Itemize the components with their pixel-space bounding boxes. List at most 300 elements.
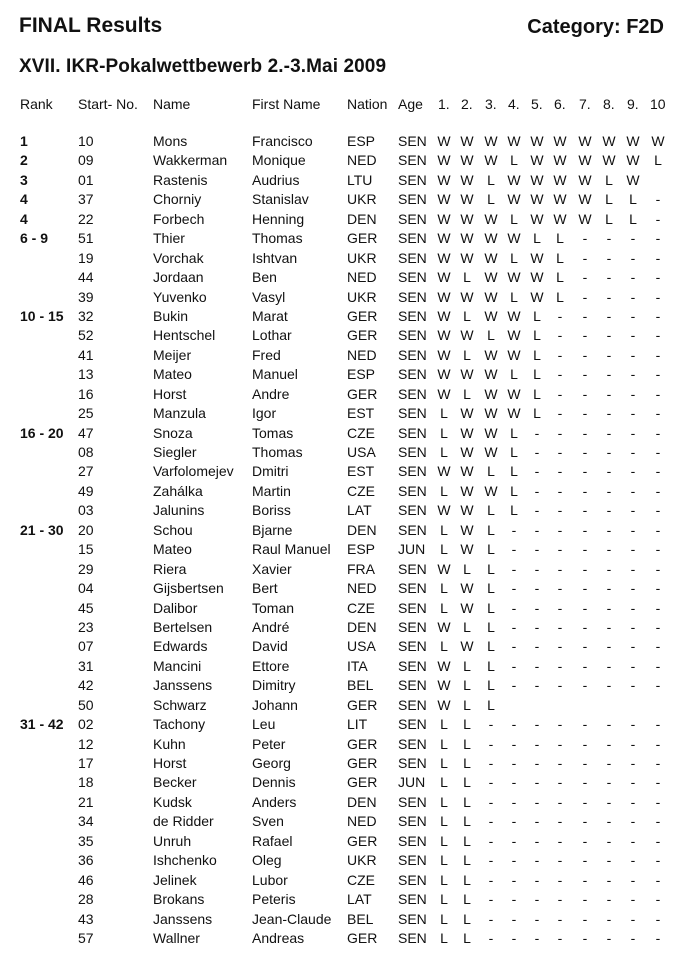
round-result-cell: W — [460, 541, 474, 558]
round-result-cell: L — [629, 191, 637, 208]
first-name-cell: Manuel — [252, 366, 298, 383]
round-result-cell: - — [534, 910, 540, 927]
round-result-cell: - — [655, 366, 661, 383]
round-result-cell: W — [437, 249, 451, 266]
first-name-cell: Peteris — [252, 891, 296, 908]
table-row — [0, 871, 700, 890]
round-result-cell: L — [463, 677, 471, 694]
round-result-cell: L — [487, 657, 495, 674]
round-result-cell: - — [511, 852, 517, 869]
round-result-cell: - — [511, 638, 517, 655]
start-no-cell: 04 — [78, 580, 94, 597]
results-table — [0, 132, 700, 948]
nation-cell: GER — [347, 774, 378, 791]
round-result-cell: L — [510, 482, 518, 499]
round-result-cell: - — [582, 813, 588, 830]
round-result-cell: L — [487, 696, 495, 713]
table-row — [0, 210, 700, 229]
round-result-cell: - — [655, 346, 661, 363]
round-result-cell: - — [606, 541, 612, 558]
round-result-cell: - — [511, 910, 517, 927]
round-result-cell: W — [530, 269, 544, 286]
round-result-cell: - — [582, 657, 588, 674]
round-result-cell: - — [557, 346, 563, 363]
first-name-cell: Tomas — [252, 424, 294, 441]
round-result-cell: - — [582, 288, 588, 305]
first-name-cell: Martin — [252, 482, 291, 499]
round-result-cell: W — [553, 171, 567, 188]
round-result-cell: W — [484, 210, 498, 227]
start-no-cell: 35 — [78, 832, 94, 849]
round-result-cell: W — [460, 171, 474, 188]
round-result-cell: - — [655, 230, 661, 247]
round-result-cell: - — [488, 716, 494, 733]
round-result-cell: - — [534, 580, 540, 597]
round-result-cell: W — [553, 152, 567, 169]
start-no-cell: 22 — [78, 210, 94, 227]
round-result-cell: W — [484, 230, 498, 247]
round-result-cell: L — [463, 560, 471, 577]
name-cell: Varfolomejev — [153, 463, 234, 480]
round-result-cell: L — [463, 385, 471, 402]
start-no-cell: 27 — [78, 463, 94, 480]
round-result-cell: - — [534, 677, 540, 694]
nation-cell: NED — [347, 269, 377, 286]
start-no-cell: 37 — [78, 191, 94, 208]
nation-cell: CZE — [347, 424, 375, 441]
round-result-cell: L — [440, 521, 448, 538]
table-row — [0, 910, 700, 929]
round-result-cell: - — [655, 813, 661, 830]
round-result-cell: - — [630, 871, 636, 888]
round-result-cell: - — [655, 638, 661, 655]
round-result-cell: - — [511, 716, 517, 733]
table-row — [0, 307, 700, 326]
rank-cell: 6 - 9 — [20, 230, 49, 247]
start-no-cell: 03 — [78, 502, 94, 519]
round-result-cell: - — [557, 424, 563, 441]
round-result-cell: W — [460, 210, 474, 227]
name-cell: Janssens — [153, 910, 213, 927]
name-cell: Hentschel — [153, 327, 216, 344]
round-result-cell: - — [582, 405, 588, 422]
nation-cell: UKR — [347, 249, 377, 266]
round-result-cell: L — [654, 152, 662, 169]
round-result-cell: - — [630, 327, 636, 344]
round-result-cell: W — [437, 346, 451, 363]
round-result-cell: W — [484, 346, 498, 363]
header-rank: Rank — [20, 96, 53, 112]
round-result-cell: - — [655, 444, 661, 460]
round-result-cell: - — [630, 638, 636, 655]
header-round: 7. — [579, 96, 591, 112]
round-result-cell: L — [440, 482, 448, 499]
round-result-cell: - — [557, 774, 563, 791]
round-result-cell: - — [630, 307, 636, 324]
first-name-cell: Lubor — [252, 871, 288, 888]
age-cell: SEN — [398, 444, 427, 460]
round-result-cell: - — [557, 716, 563, 733]
round-result-cell: W — [460, 502, 474, 519]
rank-cell: 3 — [20, 171, 28, 188]
age-cell: SEN — [398, 133, 427, 149]
round-result-cell: W — [578, 152, 592, 169]
round-result-cell: W — [460, 444, 474, 460]
round-result-cell: - — [511, 832, 517, 849]
start-no-cell: 45 — [78, 599, 94, 616]
table-row — [0, 521, 700, 540]
nation-cell: CZE — [347, 871, 375, 888]
table-row — [0, 832, 700, 851]
round-result-cell: W — [460, 638, 474, 655]
round-result-cell: - — [606, 249, 612, 266]
first-name-cell: Peter — [252, 735, 286, 752]
round-result-cell: L — [440, 774, 448, 791]
age-cell: SEN — [398, 580, 427, 597]
age-cell: SEN — [398, 832, 427, 849]
round-result-cell: - — [606, 307, 612, 324]
round-result-cell: W — [484, 249, 498, 266]
age-cell: SEN — [398, 638, 427, 655]
nation-cell: BEL — [347, 677, 374, 694]
start-no-cell: 52 — [78, 327, 94, 344]
round-result-cell: - — [582, 541, 588, 558]
round-result-cell: - — [582, 424, 588, 441]
round-result-cell: - — [582, 444, 588, 460]
round-result-cell: - — [655, 191, 661, 208]
round-result-cell: - — [630, 405, 636, 422]
table-row — [0, 929, 700, 948]
round-result-cell: L — [556, 230, 564, 247]
first-name-cell: Fred — [252, 346, 281, 363]
round-result-cell: W — [484, 424, 498, 441]
round-result-cell: L — [440, 580, 448, 597]
start-no-cell: 44 — [78, 269, 94, 286]
round-result-cell: W — [578, 171, 592, 188]
round-result-cell: - — [511, 521, 517, 538]
round-result-cell: - — [655, 793, 661, 810]
round-result-cell: W — [437, 560, 451, 577]
nation-cell: DEN — [347, 210, 377, 227]
round-result-cell: - — [630, 716, 636, 733]
round-result-cell: W — [437, 230, 451, 247]
round-result-cell: - — [557, 541, 563, 558]
round-result-cell: - — [582, 774, 588, 791]
name-cell: Forbech — [153, 210, 205, 227]
round-result-cell: - — [606, 560, 612, 577]
round-result-cell: - — [630, 813, 636, 830]
nation-cell: USA — [347, 444, 376, 460]
round-result-cell: - — [655, 735, 661, 752]
round-result-cell: - — [630, 269, 636, 286]
round-result-cell: - — [534, 541, 540, 558]
header-start-no: Start- No. — [78, 96, 138, 112]
round-result-cell: W — [484, 366, 498, 383]
name-cell: Mateo — [153, 541, 192, 558]
round-result-cell: L — [463, 657, 471, 674]
round-result-cell: - — [630, 774, 636, 791]
first-name-cell: Dmitri — [252, 463, 289, 480]
start-no-cell: 23 — [78, 618, 94, 635]
rank-cell: 4 — [20, 191, 28, 208]
age-cell: JUN — [398, 774, 426, 791]
age-cell: SEN — [398, 288, 427, 305]
round-result-cell: L — [487, 638, 495, 655]
nation-cell: DEN — [347, 618, 377, 635]
first-name-cell: Lothar — [252, 327, 292, 344]
round-result-cell: L — [510, 288, 518, 305]
round-result-cell: W — [437, 133, 451, 149]
round-result-cell: - — [655, 580, 661, 597]
round-result-cell: - — [488, 910, 494, 927]
round-result-cell: - — [534, 813, 540, 830]
round-result-cell: W — [460, 424, 474, 441]
table-row — [0, 462, 700, 481]
header-first-name: First Name — [252, 96, 321, 112]
round-result-cell: W — [651, 133, 665, 149]
round-result-cell: W — [437, 152, 451, 169]
age-cell: SEN — [398, 191, 427, 208]
round-result-cell: L — [463, 696, 471, 713]
round-result-cell: - — [606, 871, 612, 888]
first-name-cell: Dimitry — [252, 677, 296, 694]
round-result-cell: - — [655, 405, 661, 422]
round-result-cell: - — [630, 346, 636, 363]
round-result-cell: - — [606, 735, 612, 752]
round-result-cell: L — [463, 774, 471, 791]
round-result-cell: - — [511, 541, 517, 558]
round-result-cell: - — [557, 793, 563, 810]
round-result-cell: - — [630, 832, 636, 849]
name-cell: Tachony — [153, 716, 206, 733]
nation-cell: LAT — [347, 891, 372, 908]
round-result-cell: L — [556, 288, 564, 305]
round-result-cell: - — [630, 677, 636, 694]
round-result-cell: - — [655, 307, 661, 324]
nation-cell: CZE — [347, 482, 375, 499]
round-result-cell: - — [511, 774, 517, 791]
round-result-cell: - — [630, 618, 636, 635]
round-result-cell: - — [557, 871, 563, 888]
round-result-cell: - — [557, 677, 563, 694]
rank-cell: 4 — [20, 210, 28, 227]
round-result-cell: - — [606, 366, 612, 383]
round-result-cell: - — [606, 463, 612, 480]
round-result-cell: - — [488, 891, 494, 908]
first-name-cell: André — [252, 618, 290, 635]
round-result-cell: W — [460, 327, 474, 344]
name-cell: Brokans — [153, 891, 205, 908]
round-result-cell: - — [534, 774, 540, 791]
round-result-cell: W — [507, 346, 521, 363]
name-cell: Jalunins — [153, 502, 205, 519]
round-result-cell: - — [534, 929, 540, 946]
age-cell: SEN — [398, 482, 427, 499]
first-name-cell: Igor — [252, 405, 277, 422]
round-result-cell: - — [606, 677, 612, 694]
table-row — [0, 385, 700, 404]
round-result-cell: L — [605, 210, 613, 227]
round-result-cell: - — [557, 618, 563, 635]
round-result-cell: - — [534, 502, 540, 519]
round-result-cell: - — [655, 327, 661, 344]
round-result-cell: - — [630, 385, 636, 402]
nation-cell: UKR — [347, 288, 377, 305]
round-result-cell: - — [655, 618, 661, 635]
table-row — [0, 288, 700, 307]
age-cell: SEN — [398, 502, 427, 519]
name-cell: Riera — [153, 560, 187, 577]
round-result-cell: - — [557, 657, 563, 674]
round-result-cell: L — [440, 910, 448, 927]
round-result-cell: - — [511, 891, 517, 908]
round-result-cell: - — [582, 793, 588, 810]
round-result-cell: - — [534, 424, 540, 441]
round-result-cell: W — [460, 521, 474, 538]
round-result-cell: W — [626, 171, 640, 188]
round-result-cell: W — [602, 133, 616, 149]
nation-cell: UKR — [347, 191, 377, 208]
round-result-cell: - — [606, 755, 612, 771]
round-result-cell: - — [557, 832, 563, 849]
round-result-cell: L — [533, 327, 541, 344]
table-row — [0, 560, 700, 579]
round-result-cell: L — [440, 444, 448, 460]
round-result-cell: - — [655, 716, 661, 733]
name-cell: Edwards — [153, 638, 208, 655]
round-result-cell: - — [655, 385, 661, 402]
round-result-cell: W — [437, 171, 451, 188]
table-row — [0, 249, 700, 268]
round-result-cell: - — [511, 599, 517, 616]
first-name-cell: Dennis — [252, 774, 296, 791]
first-name-cell: Andre — [252, 385, 290, 402]
round-result-cell: L — [487, 463, 495, 480]
round-result-cell: L — [487, 618, 495, 635]
age-cell: SEN — [398, 852, 427, 869]
round-result-cell: - — [606, 288, 612, 305]
age-cell: SEN — [398, 910, 427, 927]
column-header-row — [0, 96, 700, 116]
round-result-cell: - — [606, 852, 612, 869]
round-result-cell: - — [582, 521, 588, 538]
nation-cell: NED — [347, 813, 377, 830]
round-result-cell: L — [487, 502, 495, 519]
round-result-cell: L — [605, 191, 613, 208]
round-result-cell: W — [484, 405, 498, 422]
start-no-cell: 07 — [78, 638, 94, 655]
table-row — [0, 229, 700, 248]
round-result-cell: - — [606, 793, 612, 810]
round-result-cell: - — [557, 482, 563, 499]
age-cell: SEN — [398, 871, 427, 888]
header-nation: Nation — [347, 96, 388, 112]
round-result-cell: W — [437, 307, 451, 324]
table-row — [0, 735, 700, 754]
round-result-cell: - — [606, 346, 612, 363]
nation-cell: ESP — [347, 366, 376, 383]
start-no-cell: 46 — [78, 871, 94, 888]
table-row — [0, 890, 700, 909]
category-label: Category: F2D — [527, 16, 664, 38]
name-cell: Thier — [153, 230, 185, 247]
round-result-cell: L — [440, 599, 448, 616]
round-result-cell: - — [630, 444, 636, 460]
round-result-cell: - — [511, 657, 517, 674]
round-result-cell: - — [557, 405, 563, 422]
round-result-cell: L — [463, 832, 471, 849]
round-result-cell: - — [557, 638, 563, 655]
round-result-cell: L — [510, 444, 518, 460]
start-no-cell: 34 — [78, 813, 94, 830]
round-result-cell: - — [488, 793, 494, 810]
first-name-cell: Georg — [252, 755, 291, 771]
round-result-cell: L — [440, 813, 448, 830]
header-round: 6. — [554, 96, 566, 112]
nation-cell: LAT — [347, 502, 372, 519]
round-result-cell: - — [606, 774, 612, 791]
round-result-cell: - — [655, 929, 661, 946]
round-result-cell: - — [488, 735, 494, 752]
start-no-cell: 32 — [78, 307, 94, 324]
round-result-cell: W — [437, 385, 451, 402]
header-round: 10 — [650, 96, 666, 112]
round-result-cell: - — [630, 891, 636, 908]
round-result-cell: W — [484, 133, 498, 149]
round-result-cell: W — [437, 677, 451, 694]
round-result-cell: - — [655, 755, 661, 771]
first-name-cell: Oleg — [252, 852, 282, 869]
round-result-cell: L — [440, 424, 448, 441]
name-cell: Kuhn — [153, 735, 186, 752]
name-cell: Siegler — [153, 444, 197, 460]
round-result-cell: L — [510, 502, 518, 519]
round-result-cell: - — [582, 910, 588, 927]
nation-cell: CZE — [347, 599, 375, 616]
round-result-cell: W — [507, 230, 521, 247]
table-row — [0, 715, 700, 734]
round-result-cell: W — [437, 696, 451, 713]
header-round: 1. — [438, 96, 450, 112]
nation-cell: EST — [347, 463, 375, 480]
round-result-cell: - — [630, 580, 636, 597]
header-round: 8. — [603, 96, 615, 112]
round-result-cell: - — [630, 657, 636, 674]
first-name-cell: Jean-Claude — [252, 910, 332, 927]
round-result-cell: W — [507, 405, 521, 422]
first-name-cell: Ben — [252, 269, 277, 286]
round-result-cell: W — [507, 327, 521, 344]
round-result-cell: - — [606, 813, 612, 830]
age-cell: SEN — [398, 463, 427, 480]
name-cell: Rastenis — [153, 171, 208, 188]
age-cell: SEN — [398, 327, 427, 344]
round-result-cell: L — [440, 735, 448, 752]
round-result-cell: L — [510, 210, 518, 227]
round-result-cell: - — [606, 521, 612, 538]
round-result-cell: - — [655, 657, 661, 674]
round-result-cell: - — [606, 230, 612, 247]
round-result-cell: W — [507, 133, 521, 149]
round-result-cell: L — [463, 755, 471, 771]
round-result-cell: - — [582, 677, 588, 694]
round-result-cell: - — [534, 618, 540, 635]
round-result-cell: W — [460, 133, 474, 149]
round-result-cell: - — [582, 482, 588, 499]
round-result-cell: - — [606, 502, 612, 519]
round-result-cell: - — [606, 482, 612, 499]
round-result-cell: - — [655, 910, 661, 927]
